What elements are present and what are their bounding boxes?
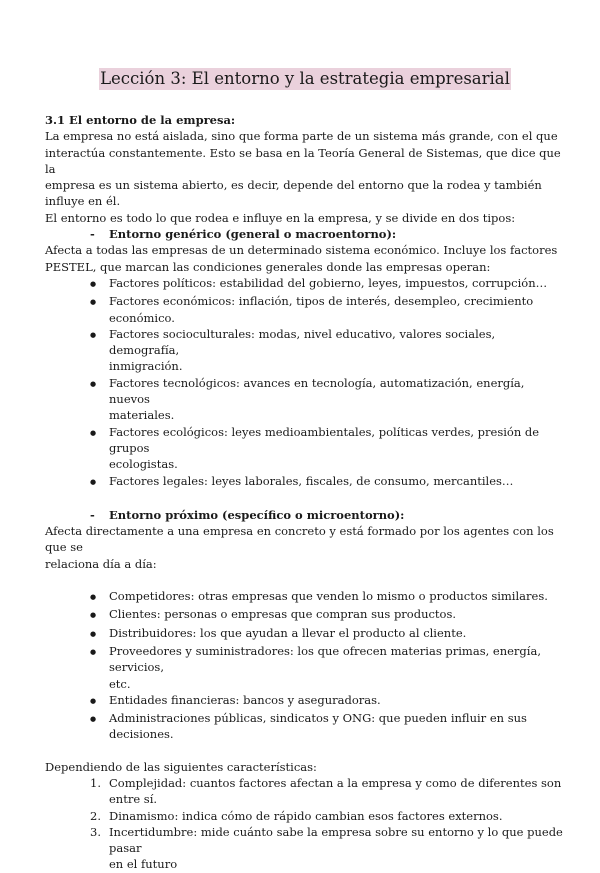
bullet-icon [90, 275, 109, 293]
list-number: 2. [90, 808, 101, 823]
bullet-icon [90, 473, 109, 491]
bullet-icon [90, 588, 109, 606]
list-item-line: Administraciones públicas, sindicatos y ONG: que pueden influir en sus decisiones. [109, 711, 527, 742]
pestel-factor-item [45, 326, 565, 375]
pestel-factor-item-text [109, 293, 533, 326]
list-item-line: Incertidumbre: mide cuánto sabe la empresa sobre su entorno y lo que puede pasar [109, 824, 563, 856]
pestel-factor-item-text [109, 375, 565, 424]
pestel-factor-item [45, 473, 565, 491]
definition-text: El entorno es todo lo que rodea e influye en la empresa, y se divide en dos tipos: [45, 210, 516, 225]
generic-description-line: Afecta a todas las empresas de un determinado sistema económico. Incluye los factores [45, 243, 558, 258]
list-item-line: económico. [109, 310, 175, 325]
spacer [45, 491, 565, 507]
list-item-line: Dinamismo: indica cómo de rápido cambian esos factores externos. [109, 808, 503, 823]
characteristic-item-text [109, 808, 503, 824]
pestel-factor-list [45, 275, 565, 491]
pestel-factor-item-text [109, 473, 513, 491]
list-number: 3. [90, 824, 101, 839]
characteristics-intro: Dependiendo de las siguientes características: [45, 759, 317, 774]
agent-item [45, 625, 565, 643]
agent-item [45, 606, 565, 624]
list-item-line: Factores económicos: inflación, tipos de interés, desempleo, crecimiento [109, 294, 534, 309]
generic-heading [45, 226, 565, 242]
agent-item [45, 588, 565, 606]
list-item-line: inmigración. [109, 359, 183, 374]
intro-paragraph [45, 128, 565, 209]
pestel-factor-item [45, 375, 565, 424]
agent-list [45, 588, 565, 743]
list-item-line: Proveedores y suministradores: los que ofrecen materias primas, energía, servicios, [109, 643, 541, 675]
agent-item-text [109, 606, 456, 624]
bullet-icon [90, 643, 109, 692]
bullet-icon [90, 424, 109, 473]
section-heading: 3.1 El entorno de la empresa: [45, 113, 236, 127]
list-item-line: Entidades financieras: bancos y aseguradoras. [109, 692, 381, 707]
bullet-icon [90, 293, 109, 326]
list-item-line: Factores legales: leyes laborales, fiscales, de consumo, mercantiles… [109, 473, 514, 488]
spacer [45, 572, 565, 588]
generic-description [45, 242, 565, 275]
dash-marker: - [90, 227, 95, 242]
agent-item-text [109, 692, 381, 710]
characteristic-item [45, 824, 565, 873]
pestel-factor-item-text [109, 275, 547, 293]
pestel-factor-item [45, 424, 565, 473]
specific-description-line: relaciona día a día: [45, 556, 157, 571]
pestel-factor-item [45, 275, 565, 293]
specific-description-line: Afecta directamente a una empresa en concreto y está formado por los agentes con los que se [45, 524, 554, 555]
list-item-line: Factores políticos: estabilidad del gobierno, leyes, impuestos, corrupción… [109, 275, 548, 290]
dash-marker: - [90, 507, 95, 522]
agent-item-text [109, 643, 565, 692]
specific-description [45, 523, 565, 572]
pestel-factor-item [45, 293, 565, 326]
bullet-icon [90, 692, 109, 710]
generic-description-line: PESTEL, que marcan las condiciones generales donde las empresas operan: [45, 259, 491, 274]
list-item-line: Factores tecnológicos: avances en tecnología, automatización, energía, nuevos [109, 375, 525, 407]
characteristic-item [45, 775, 565, 808]
list-item-line: Clientes: personas o empresas que compran sus productos. [109, 607, 457, 622]
bullet-icon [90, 606, 109, 624]
agent-item [45, 710, 565, 743]
list-item-line: Factores socioculturales: modas, nivel educativo, valores sociales, demografía, [109, 326, 496, 358]
list-item-line: ecologistas. [109, 457, 178, 472]
document-title: Lección 3: El entorno y la estrategia empresarial [100, 69, 510, 88]
list-item-line: Distribuidores: los que ayudan a llevar el producto al cliente. [109, 625, 467, 640]
intro-line: influye en él. [45, 194, 121, 209]
agent-item-text [109, 710, 565, 743]
document-body [45, 68, 565, 873]
intro-line: La empresa no está aislada, sino que forma parte de un sistema más grande, con el que [45, 129, 558, 144]
agent-item-text [109, 588, 548, 606]
title-wrap [45, 68, 565, 90]
bullet-icon [90, 375, 109, 424]
list-item-line: Competidores: otras empresas que venden lo mismo o productos similares. [109, 589, 548, 604]
characteristic-item [45, 808, 565, 824]
list-item-line: materiales. [109, 408, 175, 423]
list-item-line: en el futuro [109, 857, 178, 872]
spacer [45, 743, 565, 759]
list-item-line: etc. [109, 676, 131, 691]
specific-heading [45, 507, 565, 523]
pestel-factor-item-text [109, 326, 565, 375]
bullet-icon [90, 625, 109, 643]
characteristic-item-text [109, 775, 565, 808]
specific-heading-text: Entorno próximo (específico o microentorno): [109, 507, 405, 522]
characteristic-item-text [109, 824, 565, 873]
intro-line: empresa es un sistema abierto, es decir, depende del entorno que la rodea y también [45, 178, 542, 193]
intro-line: interactúa constantemente. Esto se basa en la Teoría General de Sistemas, que dice que la [45, 145, 561, 176]
characteristics-list [45, 775, 565, 873]
bullet-icon [90, 326, 109, 375]
list-item-line: Factores ecológicos: leyes medioambientales, políticas verdes, presión de grupos [109, 424, 540, 455]
agent-item [45, 692, 565, 710]
list-item-line: Complejidad: cuantos factores afectan a la empresa y como de diferentes son entre sí. [109, 775, 562, 807]
agent-item-text [109, 625, 466, 643]
generic-heading-text: Entorno genérico (general o macroentorno): [109, 227, 397, 242]
list-number: 1. [90, 775, 101, 790]
bullet-icon [90, 710, 109, 743]
pestel-factor-item-text [109, 424, 565, 473]
agent-item [45, 643, 565, 692]
